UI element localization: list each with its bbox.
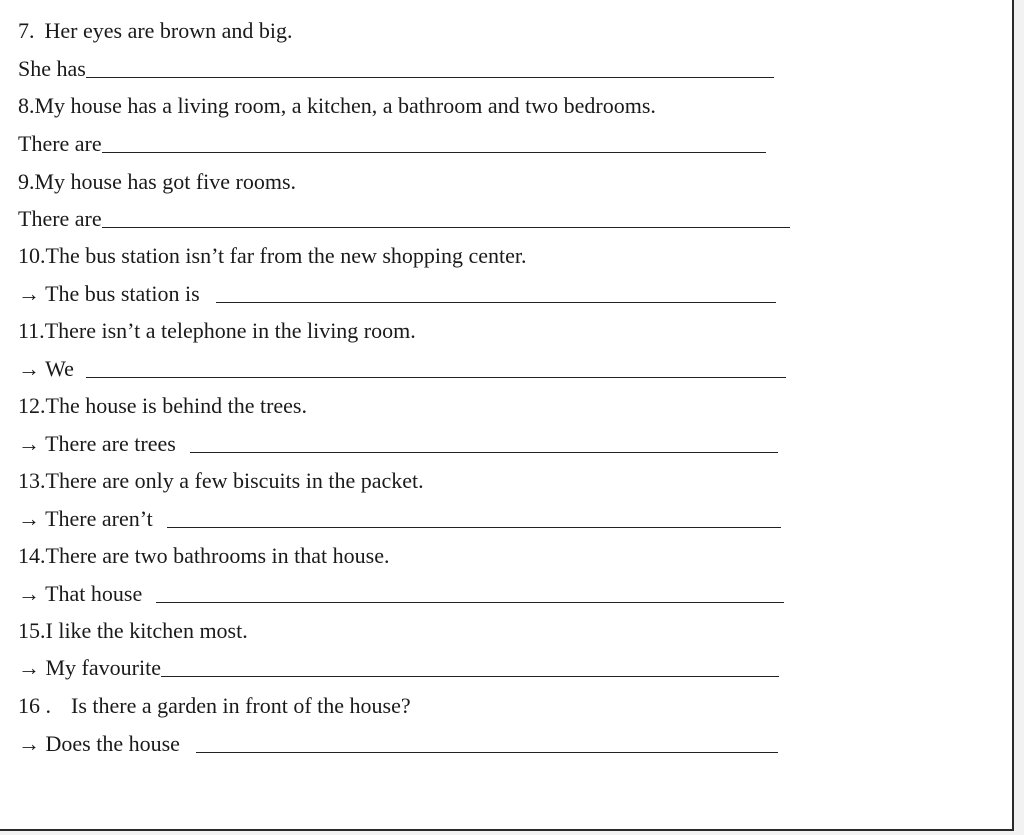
exercise-prompt: There are two bathrooms in that house. [45, 543, 390, 568]
exercise-number: 13. [18, 468, 46, 493]
exercise-11-answer [18, 352, 786, 382]
exercise-13-answer [18, 502, 781, 532]
answer-start: → Does the house [18, 731, 180, 756]
answer-blank[interactable] [161, 676, 779, 677]
answer-start: She has [18, 56, 86, 81]
exercise-number: 11. [18, 318, 45, 343]
exercise-number: 10. [18, 243, 46, 268]
exercise-prompt: The house is behind the trees. [45, 393, 307, 418]
exercise-number: 9. [18, 169, 35, 194]
exercise-prompt: My house has a living room, a kitchen, a bathroom and two bedrooms. [34, 93, 656, 118]
exercise-number: 8. [18, 93, 35, 118]
exercise-10-answer [18, 277, 776, 307]
exercise-12-answer [18, 427, 778, 457]
exercise-15-answer [18, 651, 779, 681]
exercise-8-answer [18, 127, 766, 157]
exercise-prompt: I like the kitchen most. [45, 618, 248, 643]
window-bottom-edge [0, 831, 1024, 835]
exercise-10-prompt [18, 239, 527, 269]
exercise-9-prompt [18, 165, 296, 195]
answer-start: → There aren’t [18, 506, 153, 531]
exercise-14-answer [18, 577, 784, 607]
exercise-13-prompt [18, 464, 424, 494]
answer-blank[interactable] [86, 377, 786, 378]
answer-start: → We [18, 356, 74, 381]
answer-blank[interactable] [102, 152, 766, 153]
exercise-7-prompt [18, 14, 293, 44]
answer-blank[interactable] [196, 752, 778, 753]
exercise-prompt: Her eyes are brown and big. [44, 18, 293, 43]
exercise-7-answer [18, 52, 774, 82]
exercise-11-prompt [18, 314, 416, 344]
exercise-prompt: There are only a few biscuits in the packet. [45, 468, 424, 493]
answer-blank[interactable] [190, 452, 778, 453]
exercise-15-prompt [18, 614, 248, 644]
answer-start: → The bus station is [18, 281, 200, 306]
exercise-number: 14. [18, 543, 46, 568]
exercise-number: 16 . [18, 693, 51, 718]
exercise-prompt: My house has got five rooms. [34, 169, 297, 194]
exercise-prompt: The bus station isn’t far from the new shopping center. [45, 243, 527, 268]
exercise-16-answer [18, 727, 778, 757]
exercise-prompt: Is there a garden in front of the house? [71, 693, 411, 718]
answer-blank[interactable] [167, 527, 781, 528]
answer-start: → That house [18, 581, 143, 606]
answer-blank[interactable] [216, 302, 776, 303]
answer-start: There are [18, 131, 102, 156]
exercise-number: 15. [18, 618, 46, 643]
exercise-number: 12. [18, 393, 46, 418]
exercise-prompt: There isn’t a telephone in the living room. [44, 318, 416, 343]
exercise-8-prompt [18, 89, 656, 119]
answer-start: There are [18, 206, 102, 231]
answer-blank[interactable] [102, 227, 790, 228]
exercise-9-answer [18, 202, 790, 232]
exercise-16-prompt [18, 689, 411, 719]
exercise-14-prompt [18, 539, 389, 569]
answer-start: → There are trees [18, 431, 176, 456]
exercise-12-prompt [18, 389, 307, 419]
answer-start: → My favourite [18, 655, 161, 680]
window-right-edge [1014, 0, 1024, 835]
answer-blank[interactable] [86, 77, 774, 78]
answer-blank[interactable] [156, 602, 784, 603]
exercise-number: 7. [18, 18, 35, 43]
